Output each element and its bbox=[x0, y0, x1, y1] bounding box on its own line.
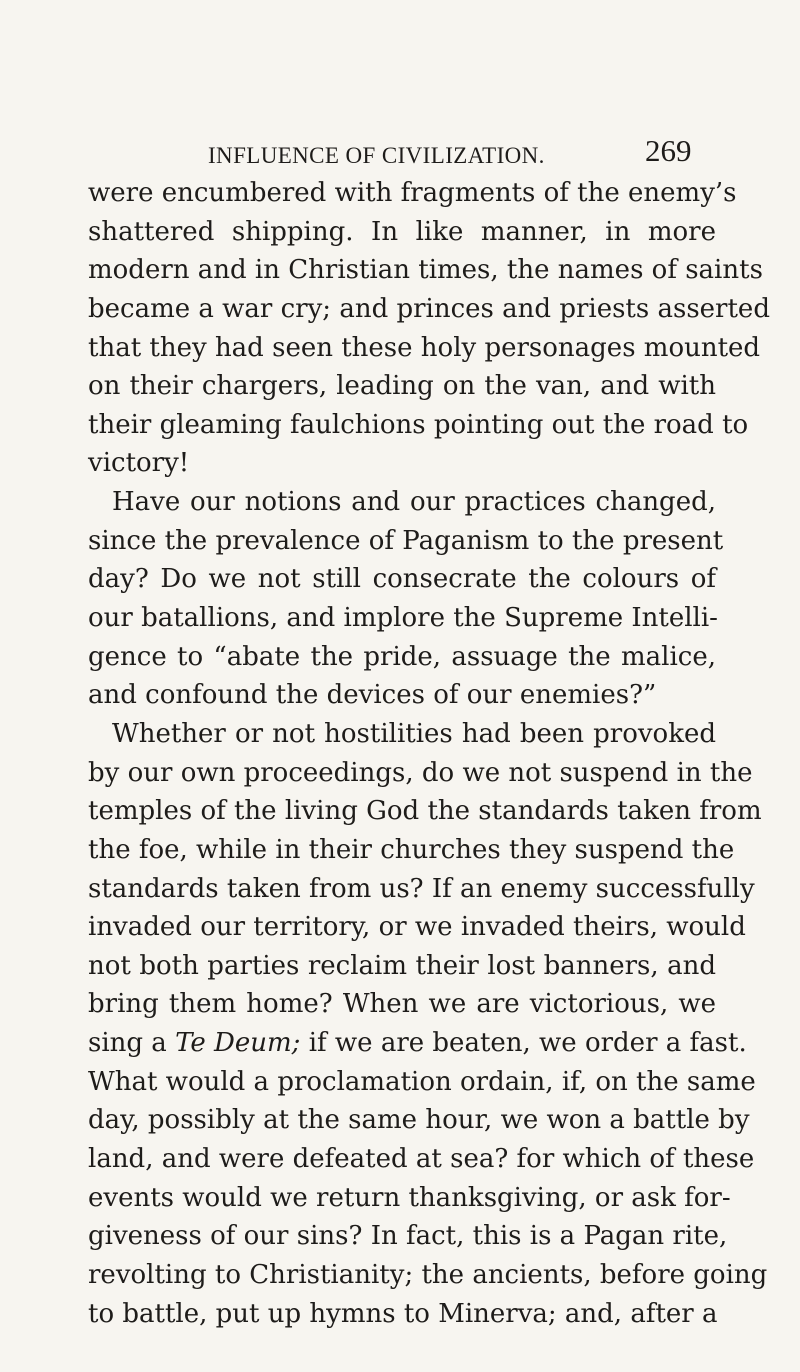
page-number: 269 bbox=[645, 133, 692, 168]
text-line: since the prevalence of Paganism to the present bbox=[88, 525, 724, 556]
paragraph-start-line: Have our notions and our practices changed, bbox=[112, 487, 716, 518]
text-line: shattered shipping. In like manner, in more bbox=[88, 216, 716, 247]
text-line: giveness of our sins? In fact, this is a Pagan rite, bbox=[88, 1221, 728, 1252]
text-line: on their chargers, leading on the van, and with bbox=[88, 371, 716, 402]
text-line-with-italic bbox=[88, 1024, 747, 1063]
text-line: land, and were defeated at sea? for which of these bbox=[88, 1144, 755, 1175]
text-line: victory! bbox=[88, 448, 190, 479]
text-line: and confound the devices of our enemies?” bbox=[88, 680, 657, 711]
text-line: temples of the living God the standards taken from bbox=[88, 796, 762, 827]
running-head: INFLUENCE OF CIVILIZATION. bbox=[208, 143, 545, 168]
italic-phrase: Te Deum; bbox=[175, 1028, 301, 1059]
text-line: not both parties reclaim their lost banners, and bbox=[88, 950, 716, 981]
text-line: became a war cry; and princes and priests asserted bbox=[88, 293, 770, 324]
text-line: the foe, while in their churches they suspend the bbox=[88, 834, 735, 865]
text-line: that they had seen these holy personages mounted bbox=[88, 332, 761, 363]
text-line: were encumbered with fragments of the enemy’s bbox=[88, 178, 737, 208]
text-line: to battle, put up hymns to Minerva; and, after a bbox=[88, 1298, 718, 1329]
text-line: gence to “abate the pride, assuage the malice, bbox=[88, 641, 716, 672]
text-line: revolting to Christianity; the ancients, before going bbox=[88, 1259, 768, 1290]
text-line: by our own proceedings, do we not suspend in the bbox=[88, 757, 753, 788]
text-line: invaded our territory, or we invaded theirs, would bbox=[88, 912, 746, 943]
text-line: events would we return thanksgiving, or ask for- bbox=[88, 1182, 731, 1213]
text-line: bring them home? When we are victorious, we bbox=[88, 989, 716, 1020]
text-line: What would a proclamation ordain, if, on the same bbox=[88, 1066, 756, 1097]
body-text bbox=[88, 174, 770, 1333]
text-segment: sing a bbox=[88, 1028, 167, 1059]
text-line: day, possibly at the same hour, we won a battle by bbox=[88, 1105, 750, 1136]
text-line: modern and in Christian times, the names of saints bbox=[88, 255, 763, 286]
text-segment: if we are beaten, we order a fast. bbox=[308, 1028, 747, 1059]
text-line: standards taken from us? If an enemy successfully bbox=[88, 873, 755, 904]
text-line: their gleaming faulchions pointing out the road to bbox=[88, 409, 749, 440]
text-line: our batallions, and implore the Supreme Intelli- bbox=[88, 603, 718, 634]
text-line: day? Do we not still consecrate the colours of bbox=[88, 564, 716, 595]
paragraph-start-line: Whether or not hostilities had been provoked bbox=[112, 718, 716, 749]
